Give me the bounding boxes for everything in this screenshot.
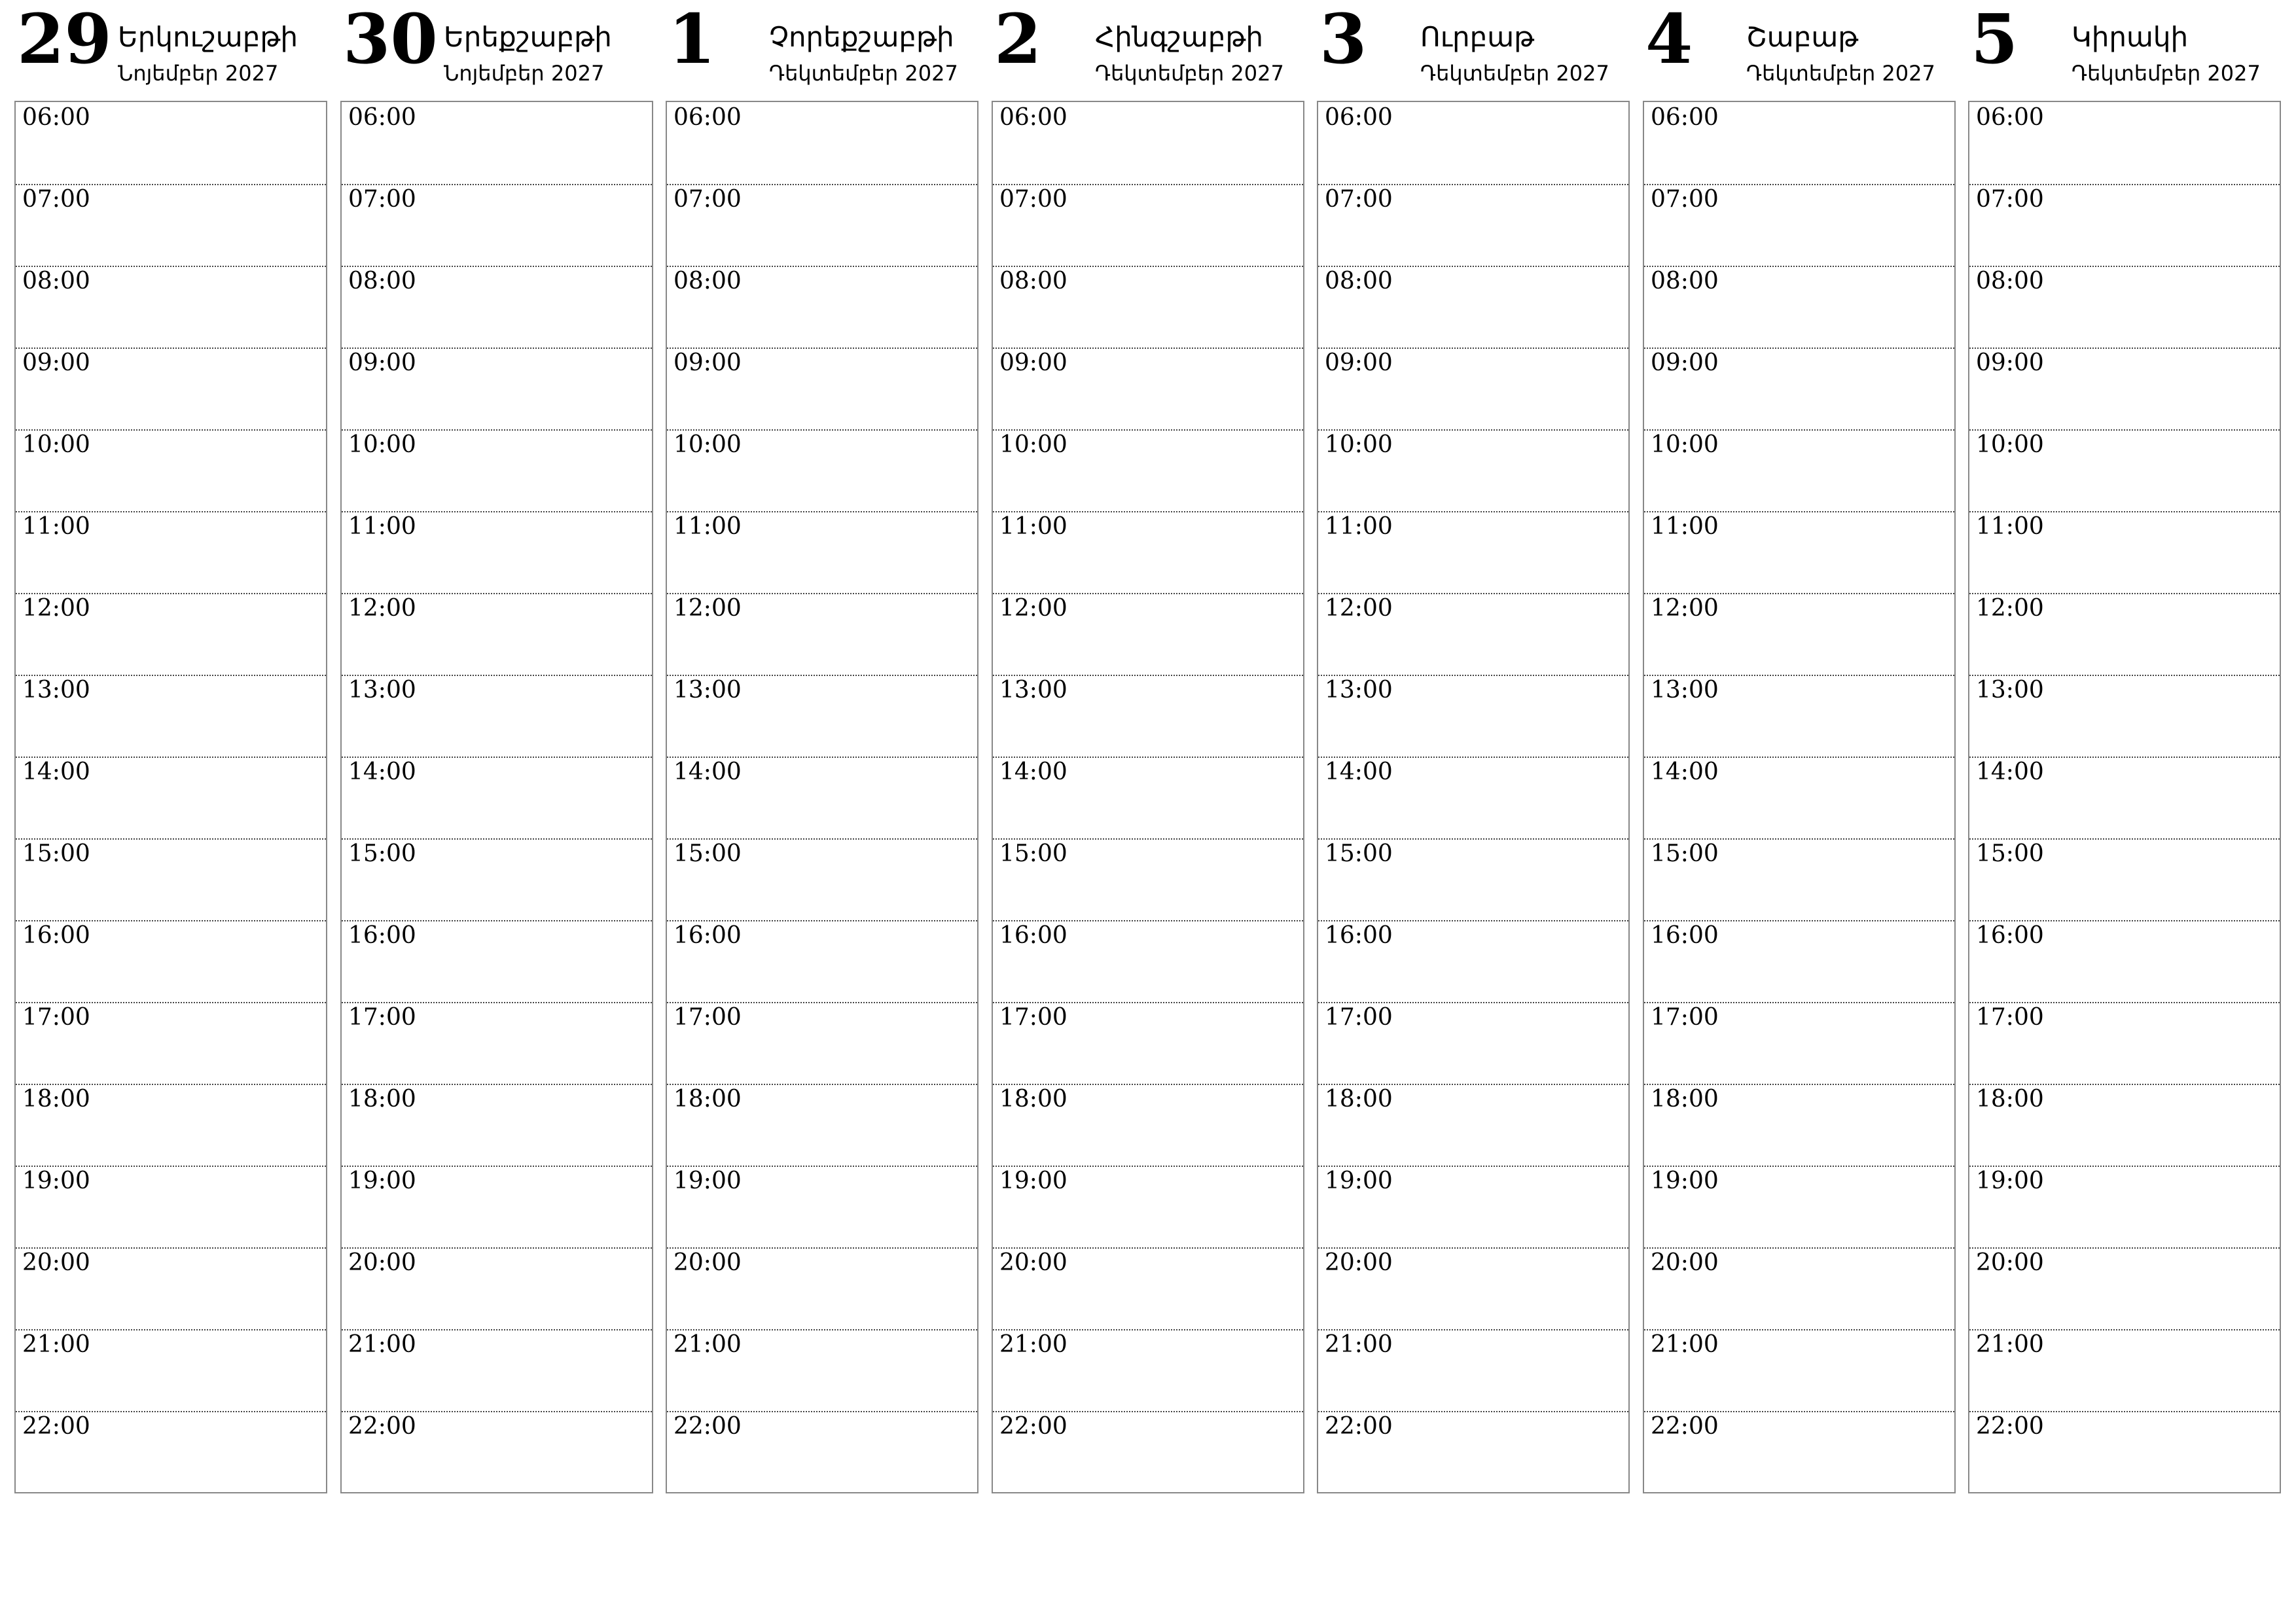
time-slot[interactable] <box>1318 675 1628 758</box>
time-slot[interactable] <box>1318 838 1628 921</box>
time-slot[interactable] <box>667 593 977 676</box>
time-slot[interactable] <box>342 593 652 676</box>
month-year: Նոյեմբեր 2027 <box>444 61 605 86</box>
month-year: Դեկտեմբեր 2027 <box>1746 61 1935 86</box>
time-slot[interactable] <box>993 1002 1303 1085</box>
time-slot[interactable] <box>1969 429 2280 512</box>
month-year: Դեկտեմբեր 2027 <box>769 61 958 86</box>
time-slot[interactable] <box>667 838 977 921</box>
time-slot[interactable] <box>1644 1247 1954 1330</box>
time-slot[interactable] <box>16 757 326 840</box>
time-label: 08:00 <box>22 268 90 294</box>
time-slot[interactable] <box>993 266 1303 349</box>
time-label: 15:00 <box>673 840 742 867</box>
time-slot[interactable] <box>1318 920 1628 1003</box>
time-slot[interactable] <box>993 1411 1303 1493</box>
time-slot[interactable] <box>1969 266 2280 349</box>
time-label: 20:00 <box>1976 1249 2044 1276</box>
time-slot[interactable] <box>342 102 652 185</box>
time-slot[interactable] <box>1644 1002 1954 1085</box>
time-slot[interactable] <box>1318 1002 1628 1085</box>
time-label: 22:00 <box>673 1413 742 1440</box>
time-label: 17:00 <box>22 1004 90 1031</box>
time-slot[interactable] <box>16 593 326 676</box>
time-slot[interactable] <box>1644 675 1954 758</box>
day-header <box>1317 0 1630 101</box>
time-label: 08:00 <box>1325 268 1393 294</box>
time-slot[interactable] <box>1969 1166 2280 1249</box>
time-label: 20:00 <box>999 1249 1067 1276</box>
time-slot[interactable] <box>667 102 977 185</box>
time-slot[interactable] <box>667 1411 977 1493</box>
time-label: 09:00 <box>348 349 416 376</box>
time-label: 14:00 <box>348 758 416 785</box>
time-label: 17:00 <box>1325 1004 1393 1031</box>
time-label: 21:00 <box>22 1331 90 1358</box>
time-label: 11:00 <box>22 513 90 540</box>
time-slot[interactable] <box>1969 675 2280 758</box>
time-label: 22:00 <box>1325 1413 1393 1440</box>
time-slot[interactable] <box>342 838 652 921</box>
time-label: 10:00 <box>1325 431 1393 458</box>
time-label: 17:00 <box>1976 1004 2044 1031</box>
time-slot[interactable] <box>993 593 1303 676</box>
time-label: 11:00 <box>1976 513 2044 540</box>
time-slot[interactable] <box>993 920 1303 1003</box>
time-slot[interactable] <box>342 1002 652 1085</box>
day-schedule-box <box>1643 101 1956 1493</box>
time-slot[interactable] <box>1969 593 2280 676</box>
time-label: 18:00 <box>22 1086 90 1113</box>
time-label: 07:00 <box>673 186 742 213</box>
time-label: 16:00 <box>673 922 742 949</box>
month-year: Դեկտեմբեր 2027 <box>1420 61 1609 86</box>
time-slot[interactable] <box>342 1247 652 1330</box>
time-label: 06:00 <box>1976 104 2044 131</box>
time-label: 13:00 <box>348 677 416 704</box>
time-label: 19:00 <box>673 1168 742 1194</box>
time-slot[interactable] <box>1318 511 1628 594</box>
time-slot[interactable] <box>1644 429 1954 512</box>
time-label: 06:00 <box>999 104 1067 131</box>
time-label: 10:00 <box>1651 431 1719 458</box>
weekday-name: Ուրբաթ <box>1420 21 1535 53</box>
time-label: 14:00 <box>1325 758 1393 785</box>
time-label: 20:00 <box>1325 1249 1393 1276</box>
time-label: 17:00 <box>999 1004 1067 1031</box>
time-label: 15:00 <box>1325 840 1393 867</box>
time-slot[interactable] <box>993 757 1303 840</box>
time-slot[interactable] <box>1318 757 1628 840</box>
time-label: 09:00 <box>1651 349 1719 376</box>
time-label: 19:00 <box>1976 1168 2044 1194</box>
time-label: 15:00 <box>1651 840 1719 867</box>
time-label: 08:00 <box>1651 268 1719 294</box>
time-label: 07:00 <box>1976 186 2044 213</box>
time-slot[interactable] <box>16 429 326 512</box>
weekday-name: Հինգշաբթի <box>1095 21 1264 53</box>
time-slot[interactable] <box>993 184 1303 267</box>
time-label: 12:00 <box>22 595 90 622</box>
day-header <box>666 0 978 101</box>
day-header <box>992 0 1304 101</box>
time-label: 12:00 <box>1651 595 1719 622</box>
time-label: 12:00 <box>1976 595 2044 622</box>
time-slot[interactable] <box>1644 266 1954 349</box>
time-slot[interactable] <box>1318 1411 1628 1493</box>
time-slot[interactable] <box>993 511 1303 594</box>
time-label: 13:00 <box>1651 677 1719 704</box>
time-label: 21:00 <box>1325 1331 1393 1358</box>
time-label: 06:00 <box>348 104 416 131</box>
time-slot[interactable] <box>1969 1329 2280 1412</box>
time-slot[interactable] <box>16 1166 326 1249</box>
time-label: 19:00 <box>1651 1168 1719 1194</box>
time-slot[interactable] <box>1318 1084 1628 1167</box>
time-label: 12:00 <box>1325 595 1393 622</box>
day-schedule-box <box>14 101 327 1493</box>
time-label: 08:00 <box>1976 268 2044 294</box>
time-label: 08:00 <box>348 268 416 294</box>
day-header <box>1643 0 1956 101</box>
time-label: 15:00 <box>348 840 416 867</box>
time-label: 13:00 <box>1325 677 1393 704</box>
time-slot[interactable] <box>16 102 326 185</box>
time-slot[interactable] <box>1969 838 2280 921</box>
day-schedule-box <box>992 101 1304 1493</box>
time-slot[interactable] <box>1644 1084 1954 1167</box>
day-schedule-box <box>340 101 653 1493</box>
time-slot[interactable] <box>342 184 652 267</box>
time-slot[interactable] <box>16 1002 326 1085</box>
time-slot[interactable] <box>993 1166 1303 1249</box>
time-slot[interactable] <box>1644 102 1954 185</box>
time-label: 14:00 <box>673 758 742 785</box>
time-label: 22:00 <box>22 1413 90 1440</box>
time-slot[interactable] <box>1969 757 2280 840</box>
time-label: 13:00 <box>999 677 1067 704</box>
time-slot[interactable] <box>667 429 977 512</box>
time-slot[interactable] <box>1969 920 2280 1003</box>
time-label: 21:00 <box>999 1331 1067 1358</box>
time-slot[interactable] <box>16 1084 326 1167</box>
time-label: 11:00 <box>1325 513 1393 540</box>
time-label: 12:00 <box>348 595 416 622</box>
time-label: 10:00 <box>1976 431 2044 458</box>
time-label: 20:00 <box>348 1249 416 1276</box>
time-slot[interactable] <box>993 1084 1303 1167</box>
time-slot[interactable] <box>993 102 1303 185</box>
time-slot[interactable] <box>342 1084 652 1167</box>
time-label: 12:00 <box>673 595 742 622</box>
time-slot[interactable] <box>1318 266 1628 349</box>
time-slot[interactable] <box>667 184 977 267</box>
month-year: Նոյեմբեր 2027 <box>118 61 279 86</box>
time-slot[interactable] <box>16 675 326 758</box>
time-slot[interactable] <box>1969 348 2280 431</box>
time-label: 08:00 <box>999 268 1067 294</box>
time-slot[interactable] <box>1318 184 1628 267</box>
time-slot[interactable] <box>1969 1247 2280 1330</box>
time-label: 07:00 <box>999 186 1067 213</box>
time-slot[interactable] <box>1644 511 1954 594</box>
time-label: 10:00 <box>22 431 90 458</box>
time-slot[interactable] <box>16 266 326 349</box>
time-label: 17:00 <box>673 1004 742 1031</box>
month-year: Դեկտեմբեր 2027 <box>2072 61 2261 86</box>
day-header <box>340 0 653 101</box>
day-schedule-box <box>1317 101 1630 1493</box>
time-label: 21:00 <box>673 1331 742 1358</box>
time-slot[interactable] <box>1318 593 1628 676</box>
time-slot[interactable] <box>993 1247 1303 1330</box>
time-slot[interactable] <box>993 429 1303 512</box>
time-slot[interactable] <box>16 1247 326 1330</box>
time-slot[interactable] <box>667 757 977 840</box>
time-slot[interactable] <box>1318 1166 1628 1249</box>
time-slot[interactable] <box>342 429 652 512</box>
time-label: 06:00 <box>1325 104 1393 131</box>
time-label: 11:00 <box>348 513 416 540</box>
time-label: 06:00 <box>22 104 90 131</box>
time-label: 18:00 <box>999 1086 1067 1113</box>
time-label: 13:00 <box>22 677 90 704</box>
weekday-name: Շաբաթ <box>1746 21 1859 53</box>
time-label: 07:00 <box>348 186 416 213</box>
day-schedule-box <box>666 101 978 1493</box>
time-slot[interactable] <box>342 1411 652 1493</box>
time-slot[interactable] <box>993 838 1303 921</box>
time-slot[interactable] <box>16 511 326 594</box>
time-slot[interactable] <box>16 1329 326 1412</box>
time-label: 21:00 <box>348 1331 416 1358</box>
time-label: 07:00 <box>22 186 90 213</box>
time-slot[interactable] <box>667 266 977 349</box>
time-slot[interactable] <box>1644 348 1954 431</box>
time-label: 18:00 <box>673 1086 742 1113</box>
time-label: 20:00 <box>673 1249 742 1276</box>
time-slot[interactable] <box>993 675 1303 758</box>
time-label: 16:00 <box>1325 922 1393 949</box>
weekday-name: Երկուշաբթի <box>118 21 298 53</box>
time-slot[interactable] <box>16 1411 326 1493</box>
time-slot[interactable] <box>1969 184 2280 267</box>
day-number: 4 <box>1645 0 1693 79</box>
day-number: 30 <box>343 0 438 79</box>
time-slot[interactable] <box>1969 511 2280 594</box>
time-label: 13:00 <box>1976 677 2044 704</box>
time-label: 10:00 <box>348 431 416 458</box>
day-schedule-box <box>1968 101 2281 1493</box>
time-label: 10:00 <box>999 431 1067 458</box>
time-slot[interactable] <box>667 348 977 431</box>
time-label: 11:00 <box>673 513 742 540</box>
day-header <box>1968 0 2281 101</box>
time-slot[interactable] <box>342 1166 652 1249</box>
weekday-name: Կիրակի <box>2072 21 2189 53</box>
time-slot[interactable] <box>342 266 652 349</box>
time-slot[interactable] <box>1969 1411 2280 1493</box>
time-label: 18:00 <box>1325 1086 1393 1113</box>
weekday-name: Երեքշաբթի <box>444 21 612 53</box>
time-label: 14:00 <box>999 758 1067 785</box>
time-slot[interactable] <box>667 511 977 594</box>
time-slot[interactable] <box>667 920 977 1003</box>
day-number: 29 <box>17 0 112 79</box>
time-label: 19:00 <box>348 1168 416 1194</box>
time-label: 22:00 <box>348 1413 416 1440</box>
time-slot[interactable] <box>1644 920 1954 1003</box>
time-slot[interactable] <box>1969 1002 2280 1085</box>
time-label: 22:00 <box>1976 1413 2044 1440</box>
time-label: 09:00 <box>673 349 742 376</box>
time-label: 14:00 <box>1976 758 2044 785</box>
day-number: 2 <box>994 0 1042 79</box>
time-label: 19:00 <box>999 1168 1067 1194</box>
time-label: 21:00 <box>1976 1331 2044 1358</box>
day-header <box>14 0 327 101</box>
time-slot[interactable] <box>1644 184 1954 267</box>
time-label: 14:00 <box>22 758 90 785</box>
time-slot[interactable] <box>16 184 326 267</box>
time-label: 07:00 <box>1651 186 1719 213</box>
time-slot[interactable] <box>1644 1329 1954 1412</box>
time-slot[interactable] <box>16 838 326 921</box>
time-label: 22:00 <box>999 1413 1067 1440</box>
month-year: Դեկտեմբեր 2027 <box>1095 61 1284 86</box>
time-label: 09:00 <box>22 349 90 376</box>
time-label: 10:00 <box>673 431 742 458</box>
time-label: 22:00 <box>1651 1413 1719 1440</box>
time-slot[interactable] <box>1318 348 1628 431</box>
day-number: 1 <box>668 0 716 79</box>
day-number: 5 <box>1971 0 2018 79</box>
time-label: 06:00 <box>1651 104 1719 131</box>
time-label: 09:00 <box>1976 349 2044 376</box>
time-label: 20:00 <box>22 1249 90 1276</box>
time-label: 19:00 <box>1325 1168 1393 1194</box>
time-label: 18:00 <box>1651 1086 1719 1113</box>
time-slot[interactable] <box>1318 102 1628 185</box>
time-slot[interactable] <box>1318 1329 1628 1412</box>
time-slot[interactable] <box>342 675 652 758</box>
time-label: 15:00 <box>999 840 1067 867</box>
time-slot[interactable] <box>342 348 652 431</box>
time-slot[interactable] <box>993 348 1303 431</box>
time-slot[interactable] <box>667 1084 977 1167</box>
time-slot[interactable] <box>16 348 326 431</box>
time-label: 19:00 <box>22 1168 90 1194</box>
time-label: 20:00 <box>1651 1249 1719 1276</box>
time-label: 09:00 <box>999 349 1067 376</box>
time-label: 15:00 <box>22 840 90 867</box>
time-slot[interactable] <box>342 920 652 1003</box>
time-label: 17:00 <box>1651 1004 1719 1031</box>
time-label: 11:00 <box>999 513 1067 540</box>
time-label: 13:00 <box>673 677 742 704</box>
time-slot[interactable] <box>16 920 326 1003</box>
time-label: 09:00 <box>1325 349 1393 376</box>
day-number: 3 <box>1319 0 1367 79</box>
time-slot[interactable] <box>1644 838 1954 921</box>
time-slot[interactable] <box>1644 593 1954 676</box>
time-slot[interactable] <box>1318 429 1628 512</box>
time-slot[interactable] <box>1644 757 1954 840</box>
time-label: 21:00 <box>1651 1331 1719 1358</box>
time-slot[interactable] <box>1969 1084 2280 1167</box>
time-label: 15:00 <box>1976 840 2044 867</box>
time-label: 18:00 <box>1976 1086 2044 1113</box>
time-label: 11:00 <box>1651 513 1719 540</box>
time-label: 16:00 <box>1976 922 2044 949</box>
time-label: 16:00 <box>999 922 1067 949</box>
time-label: 16:00 <box>348 922 416 949</box>
time-label: 14:00 <box>1651 758 1719 785</box>
time-slot[interactable] <box>993 1329 1303 1412</box>
time-slot[interactable] <box>342 511 652 594</box>
time-label: 12:00 <box>999 595 1067 622</box>
time-slot[interactable] <box>342 1329 652 1412</box>
time-slot[interactable] <box>1644 1166 1954 1249</box>
time-label: 07:00 <box>1325 186 1393 213</box>
time-label: 06:00 <box>673 104 742 131</box>
time-label: 17:00 <box>348 1004 416 1031</box>
weekday-name: Չորեքշաբթի <box>769 21 954 53</box>
time-slot[interactable] <box>667 675 977 758</box>
time-label: 16:00 <box>1651 922 1719 949</box>
time-slot[interactable] <box>1318 1247 1628 1330</box>
time-label: 08:00 <box>673 268 742 294</box>
time-slot[interactable] <box>667 1247 977 1330</box>
time-slot[interactable] <box>1969 102 2280 185</box>
time-label: 18:00 <box>348 1086 416 1113</box>
time-label: 16:00 <box>22 922 90 949</box>
time-slot[interactable] <box>667 1329 977 1412</box>
time-slot[interactable] <box>667 1166 977 1249</box>
time-slot[interactable] <box>342 757 652 840</box>
time-slot[interactable] <box>1644 1411 1954 1493</box>
time-slot[interactable] <box>667 1002 977 1085</box>
